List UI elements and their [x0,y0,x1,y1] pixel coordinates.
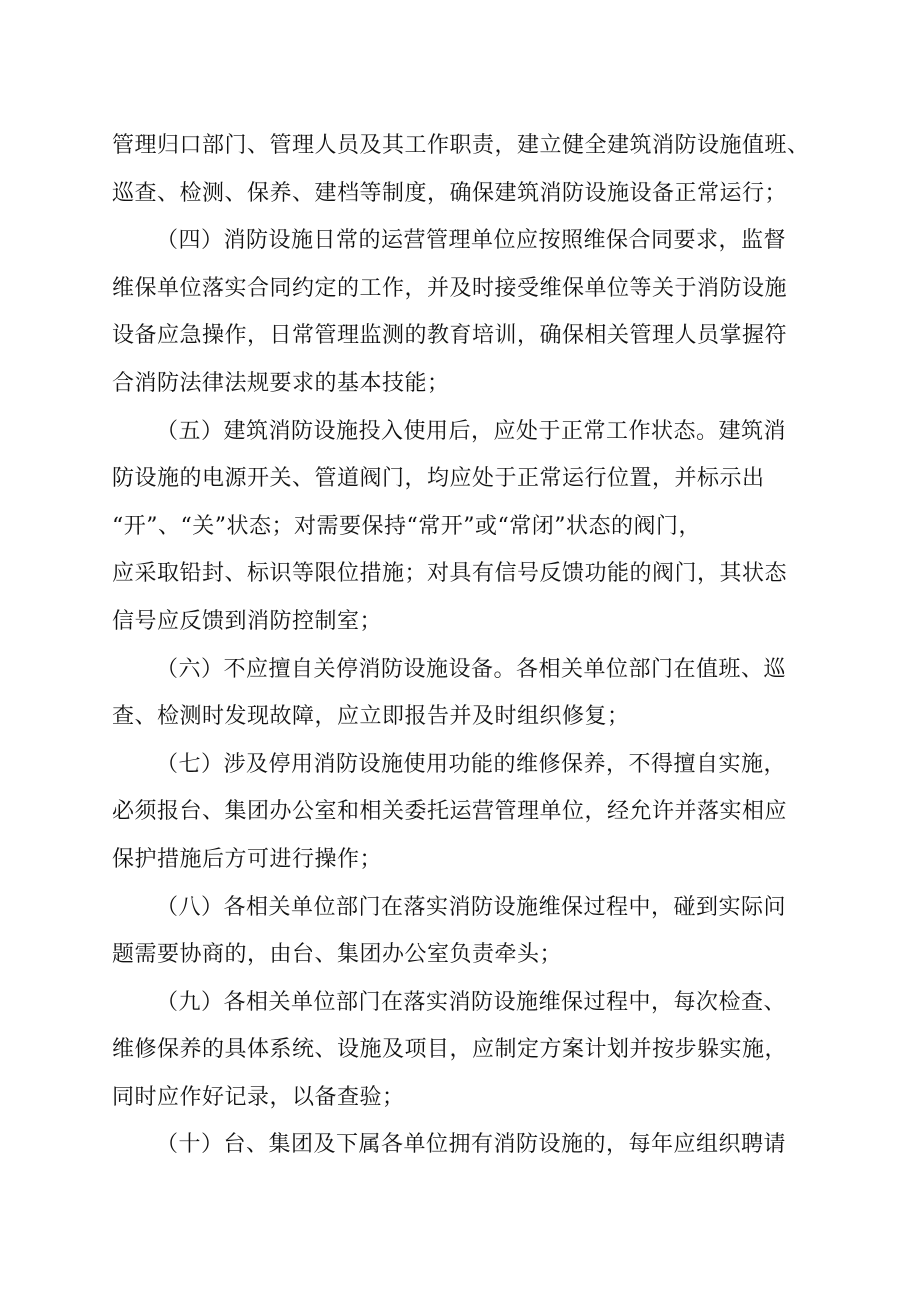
text-line: 维保单位落实合同约定的工作，并及时接受维保单位等关于消防设施 [112,275,788,301]
text-line: 设备应急操作，日常管理监测的教育培训，确保相关管理人员掌握符 [112,323,788,349]
text-line: （六）不应擅自关停消防设施设备。各相关单位部门在值班、巡 [156,656,787,682]
text-line: （十）台、集团及下属各单位拥有消防设施的，每年应组织聘请 [156,1132,787,1158]
text-line: 必须报台、集团办公室和相关委托运营管理单位，经允许并落实相应 [112,799,788,825]
text-line: 管理归口部门、管理人员及其工作职责，建立健全建筑消防设施值班、 [112,133,810,158]
text-line: 巡查、检测、保养、建档等制度，确保建筑消防设施设备正常运行； [112,180,788,206]
text-line: 题需要协商的，由台、集团办公室负责牵头； [112,942,563,968]
text-line: 维修保养的具体系统、设施及项目，应制定方案计划并按步躲实施， [112,1037,788,1063]
text-line: （五）建筑消防设施投入使用后，应处于正常工作状态。建筑消 [156,418,787,444]
text-line: “开”、“关”状态；对需要保持“常开”或“常闭”状态的阀门， [112,513,701,539]
text-line: 同时应作好记录，以备查验； [112,1084,405,1110]
text-line: 合消防法律法规要求的基本技能； [112,370,450,396]
text-line: 保护措施后方可进行操作； [112,846,383,872]
text-line: 防设施的电源开关、管道阀门，均应处于正常运行位置，并标示出 [112,466,765,492]
text-line: 查、检测时发现故障，应立即报告并及时组织修复； [112,704,630,730]
text-line: 应采取铅封、标识等限位措施；对具有信号反馈功能的阀门，其状态 [112,561,788,587]
text-line: （九）各相关单位部门在落实消防设施维保过程中，每次检查、 [156,989,787,1015]
text-line: 信号应反馈到消防控制室； [112,608,383,634]
text-line: （七）涉及停用消防设施使用功能的维修保养，不得擅自实施， [156,751,787,777]
text-line: （四）消防设施日常的运营管理单位应按照维保合同要求，监督 [156,228,787,254]
text-line: （八）各相关单位部门在落实消防设施维保过程中，碰到实际问 [156,894,787,920]
document-body [112,122,824,1169]
